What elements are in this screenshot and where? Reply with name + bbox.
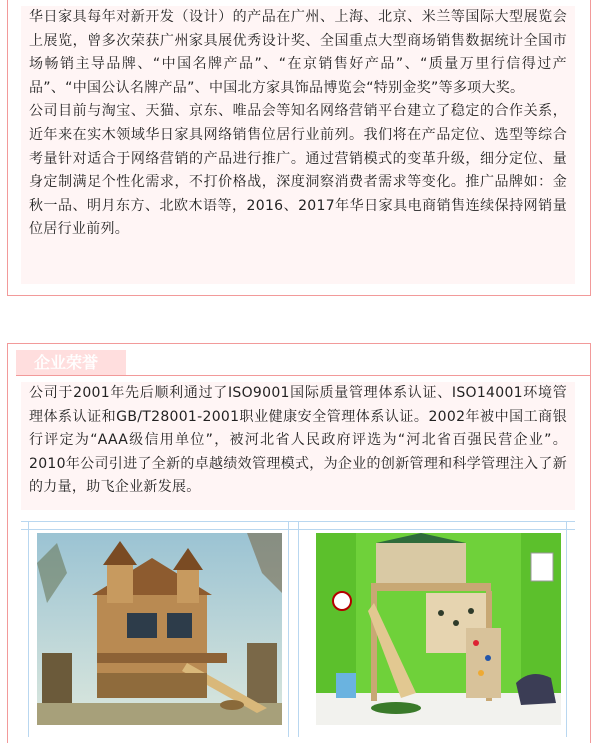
awards-paragraph: 华日家具每年对新开发（设计）的产品在广州、上海、北京、米兰等国际大型展览会上展览，曾多次荣获广州家具展优秀设计奖、全国重点大型商场销售数据统计全国市场畅销主导品牌、“中国名牌产品”、“在京销售好产品”、“质量万里行信得过产品”、“中国公认名牌产品”、中国北方家具饰品博览会“特别金奖”等多项大奖。 [29, 9, 567, 96]
brand-awards-text-block [21, 6, 575, 284]
section-divider [16, 375, 591, 376]
honors-text-block [21, 382, 575, 510]
guide-line [28, 521, 29, 737]
ecommerce-paragraph: 公司目前与淘宝、天猫、京东、唯品会等知名网络营销平台建立了稳定的合作关系，近年来在实木领域华日家具网络销售位居行业前列。我们将在产品定位、选型等综合考量针对适合于网络营销的产品进行推广。通过营销模式的变革升级，细分定位、量身定制满足个性化需求，不打价格战，深度洞察消费者需求等变化。推广品牌如：金秋一品、明月东方、北欧木语等，2016、2017年华日家具电商销售连续保持网销量位居行业前列。 [29, 103, 567, 238]
guide-line [298, 521, 299, 737]
guide-line [566, 521, 567, 737]
green-room-loft-bed-photo [316, 533, 561, 725]
section-title: 企业荣誉 [34, 353, 99, 372]
honors-paragraph: 公司于2001年先后顺利通过了ISO9001国际质量管理体系认证、ISO14001环境管理体系认证和GB/T28001-2001职业健康安全管理体系认证。2002年被中国工商银行评定为“AAA级信用单位”，被河北省人民政府评选为“河北省百强民营企业”。2010年公司引进了全新的卓越绩效管理模式，为企业的创新管理和科学管理注入了新的力量，助飞企业新发展。 [29, 385, 567, 496]
castle-bunk-bed-photo [37, 533, 282, 725]
guide-line [288, 521, 289, 737]
